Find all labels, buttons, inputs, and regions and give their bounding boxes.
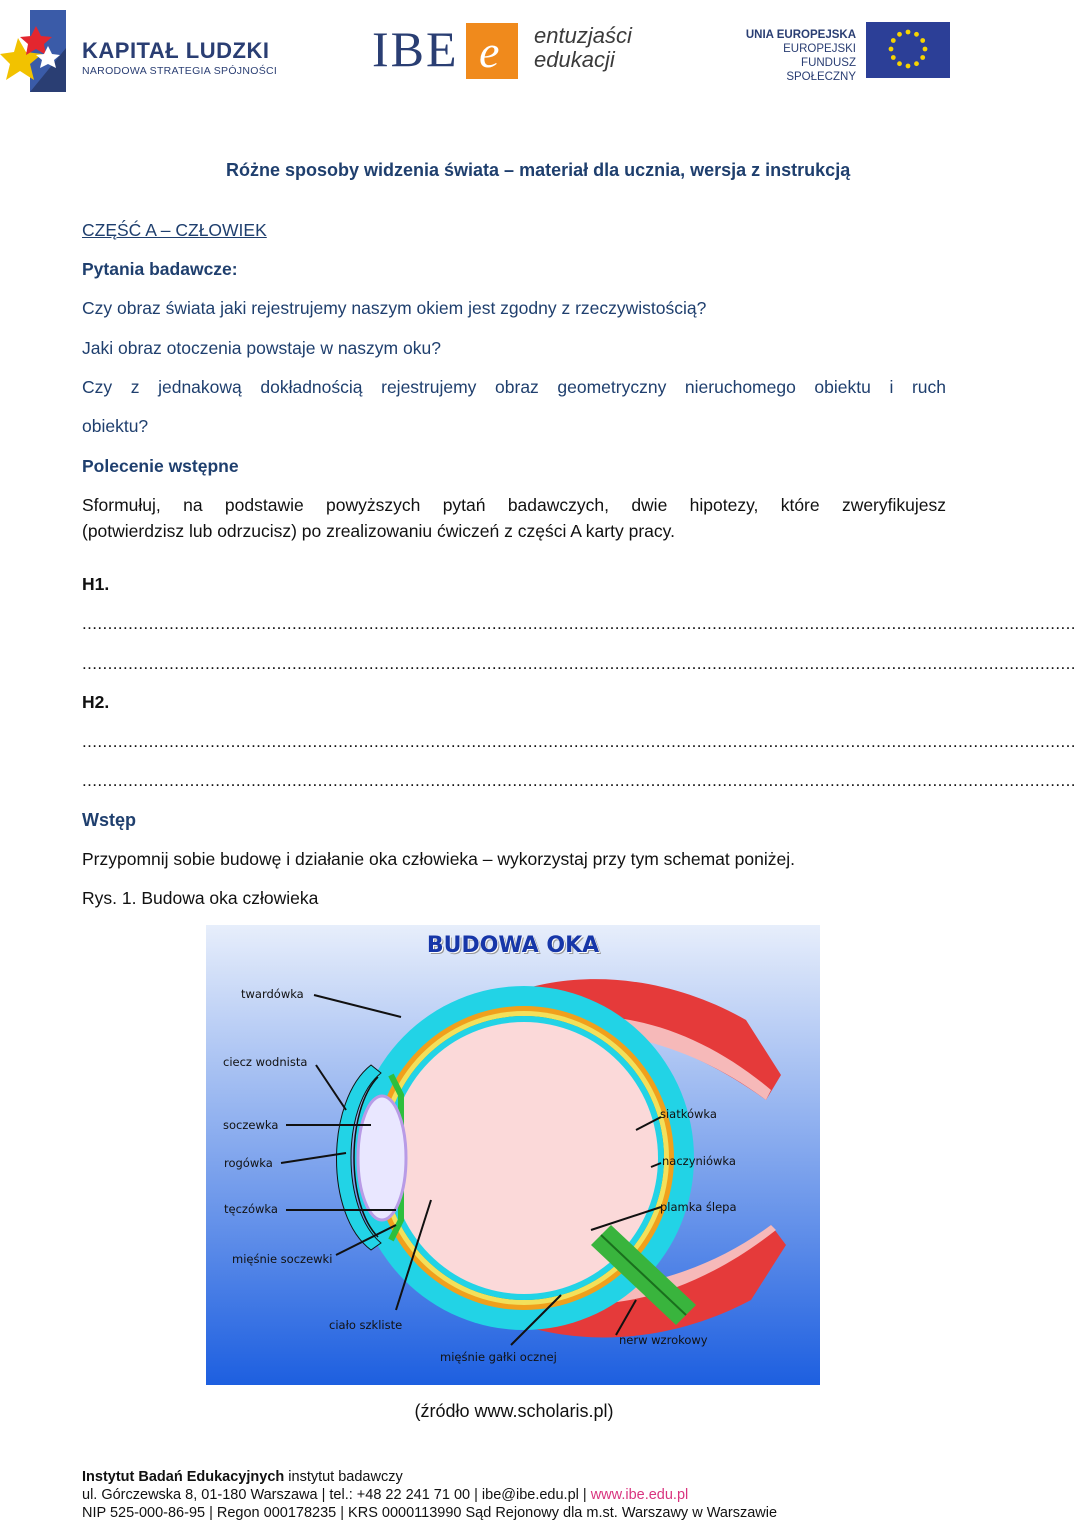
- ibe-orange-square-icon: [466, 23, 518, 79]
- part-heading: CZĘŚĆ A – CZŁOWIEK: [82, 220, 267, 240]
- footer-registry: NIP 525-000-86-95 | Regon 000178235 | KRS 0000113990 Sąd Rejonowy dla m.st. Warszawy w Warszawie: [82, 1505, 778, 1521]
- footer-org-line: [82, 1469, 403, 1485]
- kapital-ludzki-logo: [8, 8, 278, 94]
- intro-task-heading: Polecenie wstępne: [82, 456, 239, 476]
- question-3-line1: Czy z jednakową dokładnością rejestrujemy obraz geometryczny nieruchomego obiektu i ruch: [82, 377, 946, 397]
- label-plamka-slepa: plamka ślepa: [660, 1200, 737, 1214]
- label-soczewka: soczewka: [223, 1118, 279, 1132]
- footer-address-line: [82, 1487, 688, 1503]
- eu-flag-icon: [866, 22, 950, 78]
- footer-org-suffix: instytut badawczy: [284, 1469, 403, 1485]
- label-siatkowka: siatkówka: [660, 1107, 717, 1121]
- entuzjasci-line2: edukacji: [534, 47, 615, 72]
- footer-website-link[interactable]: www.ibe.edu.pl: [590, 1487, 689, 1503]
- h2-answer-line-1: ..................................................................................................................................................................................................: [82, 732, 1076, 751]
- document-title: Różne sposoby widzenia świata – materiał dla ucznia, wersja z instrukcją: [226, 160, 851, 180]
- label-miesnie-soczewki: mięśnie soczewki: [232, 1252, 333, 1266]
- eu-logo: [730, 22, 954, 82]
- intro-heading: Wstęp: [82, 810, 136, 830]
- intro-task-line2: (potwierdzisz lub odrzucisz) po zrealizowaniu ćwiczeń z części A karty pracy.: [82, 521, 675, 541]
- intro-task-line1: Sformułuj, na podstawie powyższych pytań badawczych, dwie hipotezy, które zweryfikujesz: [82, 495, 946, 515]
- eu-line1: UNIA EUROPEJSKA: [745, 29, 856, 41]
- figure-caption: Rys. 1. Budowa oka człowieka: [82, 888, 319, 908]
- intro-text: Przypomnij sobie budowę i działanie oka człowieka – wykorzystaj przy tym schemat poniżej.: [82, 849, 795, 869]
- eu-line2: EUROPEJSKI: [783, 43, 856, 55]
- label-twardowka: twardówka: [241, 987, 304, 1001]
- label-nerw-wzrokowy: nerw wzrokowy: [619, 1333, 708, 1347]
- kapital-ludzki-title: KAPITAŁ LUDZKI: [82, 38, 270, 63]
- question-2: Jaki obraz otoczenia powstaje w naszym oku?: [82, 338, 441, 358]
- diagram-title: BUDOWA OKA: [426, 933, 600, 958]
- h2-label: H2.: [82, 692, 110, 712]
- questions-heading: Pytania badawcze:: [82, 259, 238, 279]
- label-teczowka: tęczówka: [224, 1202, 278, 1216]
- eye-diagram: [206, 925, 820, 1385]
- h2-answer-line-2: ..................................................................................................................................................................................................: [82, 771, 1076, 790]
- footer-address: ul. Górczewska 8, 01-180 Warszawa | tel.: +48 22 241 71 00 | ibe@ibe.edu.pl |: [82, 1487, 591, 1503]
- kapital-ludzki-subtitle: NARODOWA STRATEGIA SPÓJNOŚCI: [82, 65, 278, 77]
- footer-org-name: Instytut Badań Edukacyjnych: [82, 1469, 285, 1485]
- ibe-symbol: e: [479, 26, 500, 77]
- ibe-logo: [372, 18, 642, 88]
- ibe-wordmark: IBE: [372, 21, 459, 77]
- question-1: Czy obraz świata jaki rejestrujemy naszym okiem jest zgodny z rzeczywistością?: [82, 298, 707, 318]
- label-cialo-szkliste: ciało szkliste: [329, 1318, 403, 1332]
- label-naczyniowka: naczyniówka: [662, 1154, 736, 1168]
- eu-line3: FUNDUSZ SPOŁECZNY: [786, 57, 856, 83]
- label-miesnie-galki-ocznej: mięśnie gałki ocznej: [440, 1350, 557, 1364]
- h1-label: H1.: [82, 574, 110, 594]
- lens: [358, 1096, 406, 1220]
- kapital-ludzki-star-icon: [8, 8, 68, 94]
- figure-source: (źródło www.scholaris.pl): [414, 1401, 614, 1421]
- entuzjasci-line1: entuzjaści: [534, 23, 632, 48]
- label-rogowka: rogówka: [224, 1156, 273, 1170]
- h1-answer-line-2: ..................................................................................................................................................................................................: [82, 654, 1076, 673]
- label-ciecz-wodnista: ciecz wodnista: [223, 1055, 308, 1069]
- h1-answer-line-1: ..................................................................................................................................................................................................: [82, 614, 1076, 633]
- question-3-line2: obiektu?: [82, 416, 149, 436]
